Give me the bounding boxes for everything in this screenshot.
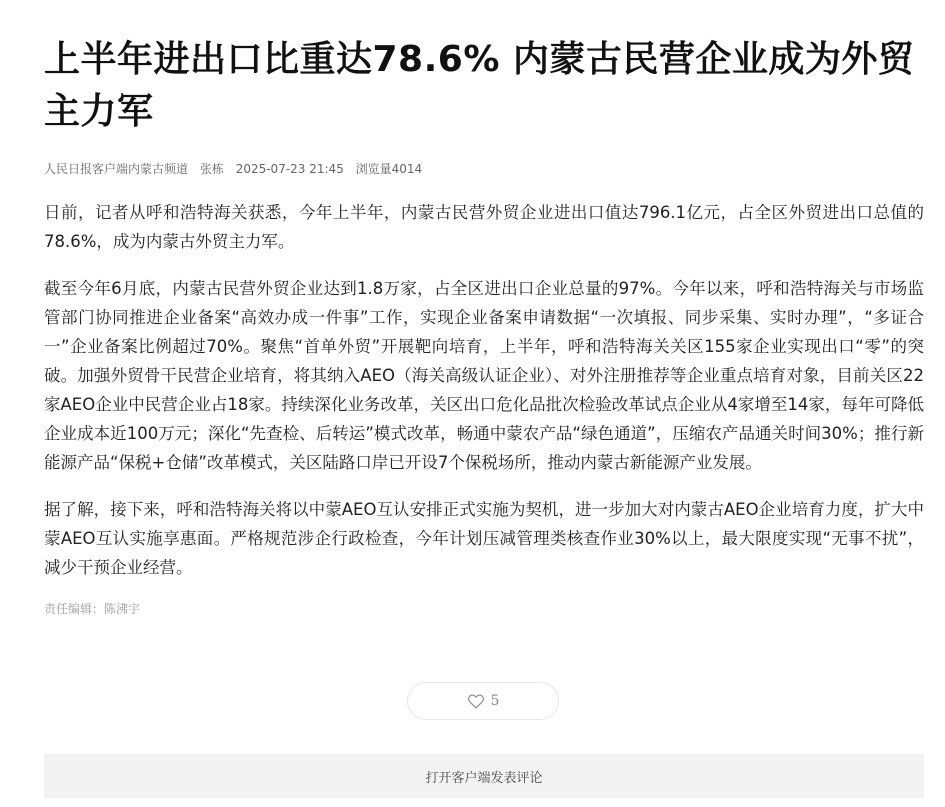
heart-outline-icon bbox=[467, 693, 485, 709]
article-editor: 责任编辑：陈沸宇 bbox=[44, 602, 141, 616]
article-paragraph: 日前，记者从呼和浩特海关获悉，今年上半年，内蒙古民营外贸企业进出口值达796.1亿元，占全区外贸进出口总值的78.6%，成为内蒙古外贸主力军。 bbox=[44, 203, 924, 251]
open-app-comment-button[interactable]: 打开客户端发表评论 bbox=[44, 754, 924, 798]
article-title: 上半年进出口比重达78.6% 内蒙古民营企业成为外贸主力军 bbox=[44, 39, 915, 132]
article-body bbox=[44, 198, 924, 582]
article-meta bbox=[44, 160, 924, 178]
article-datetime: 2025-07-23 21:45 bbox=[235, 162, 344, 176]
article-views: 浏览量4014 bbox=[355, 162, 423, 176]
article-page bbox=[44, 0, 924, 618]
like-button[interactable] bbox=[407, 682, 559, 720]
article-paragraph: 据了解，接下来，呼和浩特海关将以中蒙AEO互认安排正式实施为契机，进一步加大对内蒙古AEO企业培育力度，扩大中蒙AEO互认实施享惠面。严格规范涉企行政检查，今年计划压减管理类核查作业30%以上，最大限度实现“无事不扰”，减少干预企业经营。 bbox=[44, 500, 924, 577]
article-paragraph: 截至今年6月底，内蒙古民营外贸企业达到1.8万家，占全区进出口企业总量的97%。今年以来，呼和浩特海关与市场监管部门协同推进企业备案“高效办成一件事”工作，实现企业备案申请数据“一次填报、同步采集、实时办理”，“多证合一”企业备案比例超过70%。聚焦“首单外贸”开展靶向培育，上半年，呼和浩特海关关区155家企业实现出口“零”的突破。加强外贸骨干民营企业培育，将其纳入AEO（海关高级认证企业）、对外注册推荐等企业重点培育对象，目前关区22家AEO企业中民营企业占18家。持续深化业务改革，关区出口危化品批次检验改革试点企业从4家增至14家，每年可降低企业成本近100万元；深化“先查检、后转运”模式改革，畅通中蒙农产品“绿色通道”，压缩农产品通关时间30%；推行新能源产品“保税+仓储”改革模式，关区陆路口岸已开设7个保税场所，推动内蒙古新能源产业发展。 bbox=[44, 279, 924, 472]
article-source[interactable]: 人民日报客户端内蒙古频道 bbox=[44, 162, 189, 176]
like-count: 5 bbox=[490, 693, 500, 709]
article-author: 张栋 bbox=[199, 162, 224, 176]
